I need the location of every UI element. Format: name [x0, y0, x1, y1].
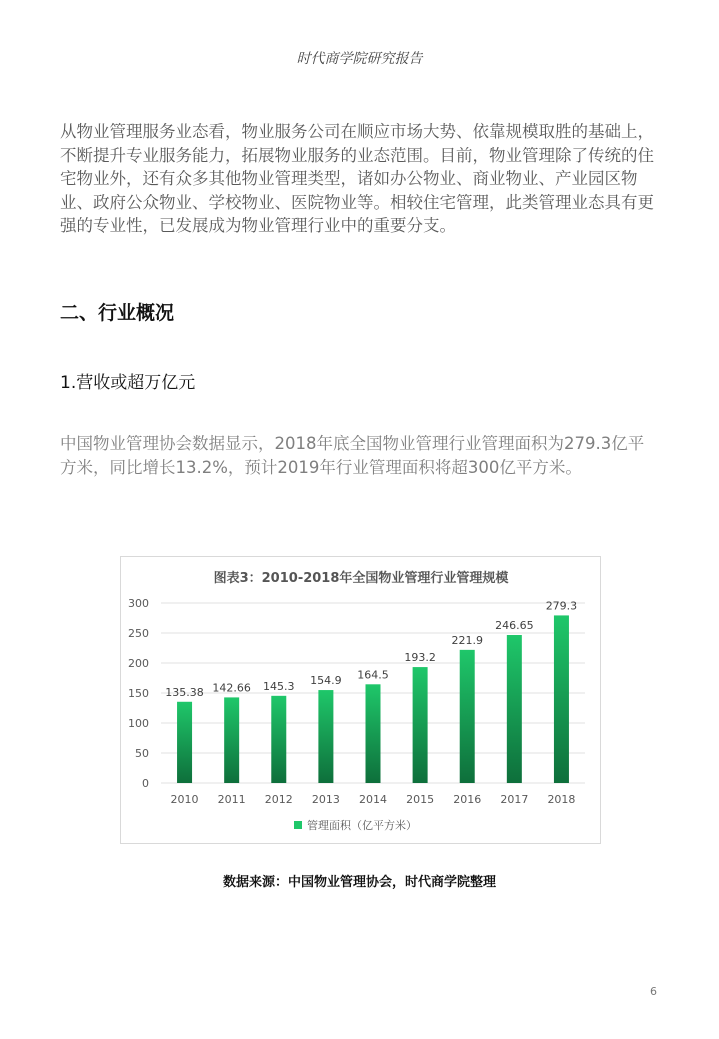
data-label: 246.65 [495, 619, 534, 633]
legend-swatch [294, 821, 302, 829]
data-label: 135.38 [165, 685, 204, 699]
data-label: 164.5 [357, 668, 389, 682]
y-tick-label: 100 [128, 717, 149, 730]
x-tick-label: 2016 [453, 793, 482, 806]
x-tick-label: 2018 [547, 793, 576, 806]
bar-2014 [366, 684, 381, 783]
chart-svg [121, 557, 602, 845]
y-tick-label: 200 [128, 657, 149, 670]
bar-2010 [177, 702, 192, 783]
data-label: 221.9 [451, 633, 483, 647]
data-label: 145.3 [263, 679, 295, 693]
intro-paragraph: 从物业管理服务业态看，物业服务公司在顺应市场大势、依靠规模取胜的基础上，不断提升专业服务能力，拓展物业服务的业态范围。目前，物业管理除了传统的住宅物业外，还有众多其他物业管理类型，诸如办公物业、商业物业、产业园区物业、政府公众物业、学校物业、医院物业等。相较住宅管理，此类管理业态具有更强的专业性，已发展成为物业管理行业中的重要分支。 [60, 122, 654, 235]
data-label: 279.3 [545, 599, 578, 613]
data-label: 193.2 [404, 651, 436, 665]
legend-label: 管理面积（亿平方米） [307, 819, 417, 832]
page-number: 6 [650, 985, 657, 998]
x-tick-label: 2010 [170, 793, 199, 806]
bar-2012 [271, 696, 286, 783]
y-tick-label: 300 [128, 597, 149, 610]
data-label: 154.9 [310, 674, 342, 688]
source-note: 数据来源：中国物业管理协会，时代商学院整理 [222, 875, 496, 890]
bar-2011 [224, 697, 239, 783]
data-paragraph: 中国物业管理协会数据显示，2018年底全国物业管理行业管理面积为279.3亿平方米，同比增长13.2%，预计2019年行业管理面积将超300亿平方米。 [60, 434, 645, 477]
bar-chart [120, 556, 601, 844]
x-tick-label: 2012 [264, 793, 293, 806]
y-tick-label: 0 [142, 777, 149, 790]
bar-2016 [460, 650, 475, 783]
page-header: 时代商学院研究报告 [296, 51, 423, 67]
bar-2013 [318, 690, 333, 783]
bar-2015 [413, 667, 428, 783]
x-tick-label: 2017 [500, 793, 529, 806]
x-tick-label: 2011 [217, 793, 246, 806]
y-tick-label: 250 [128, 627, 149, 640]
chart-title: 图表3：2010-2018年全国物业管理行业管理规模 [213, 571, 509, 586]
y-tick-label: 50 [135, 747, 149, 760]
bar-2018 [554, 615, 569, 783]
section-heading: 二、行业概况 [60, 302, 175, 324]
x-tick-label: 2015 [406, 793, 435, 806]
data-label: 142.66 [212, 681, 251, 695]
y-tick-label: 150 [128, 687, 149, 700]
x-tick-label: 2014 [359, 793, 387, 806]
x-tick-label: 2013 [311, 793, 340, 806]
subsection-heading: 1.营收或超万亿元 [60, 373, 196, 393]
bar-2017 [507, 635, 522, 783]
